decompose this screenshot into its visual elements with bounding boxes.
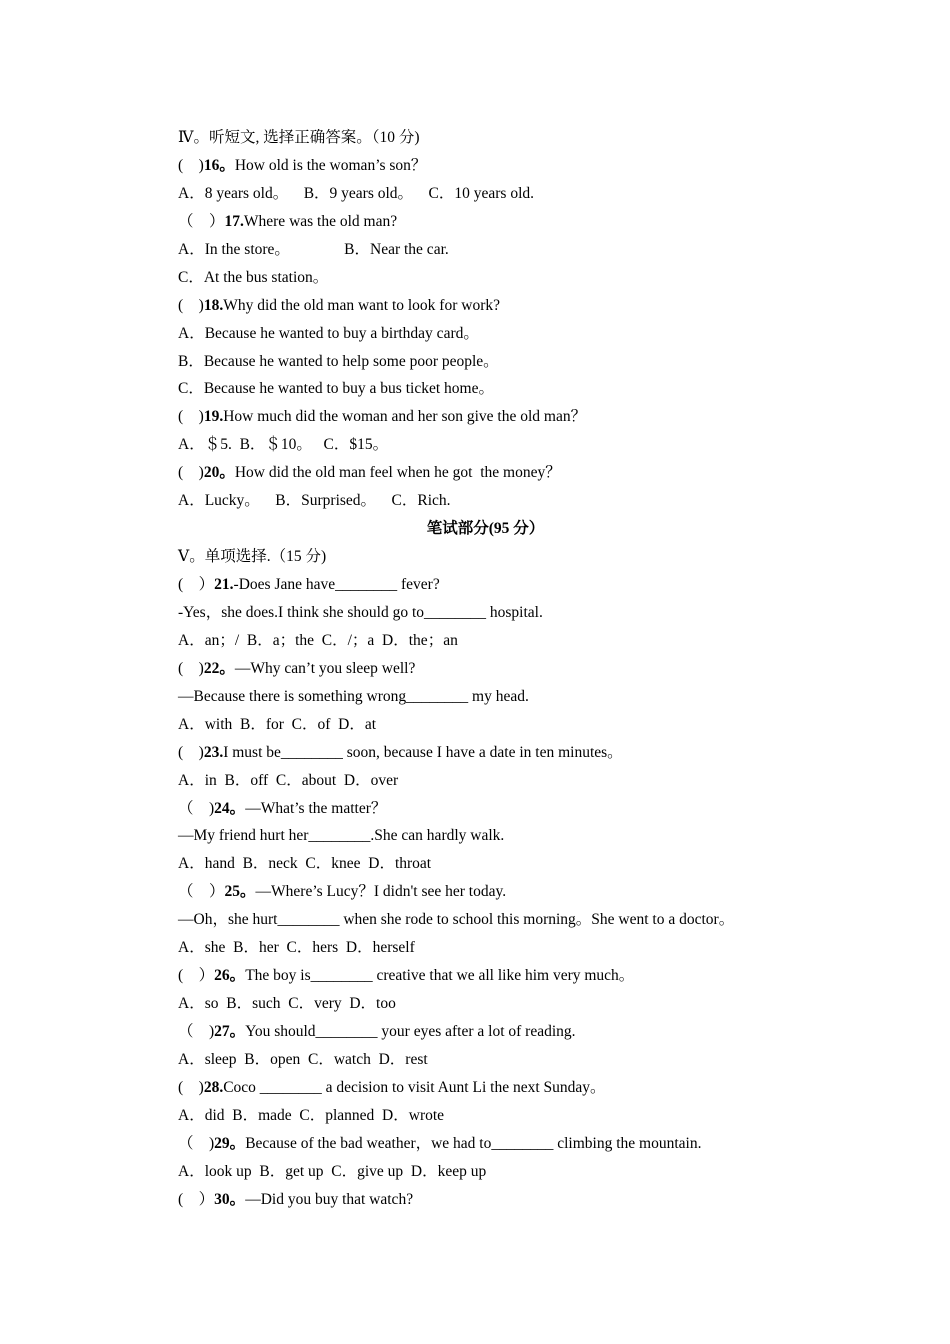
answer-bracket: （ ） [178, 212, 225, 230]
line-text: A．she B．her C．hers D．herself [178, 939, 415, 957]
line-text: A．an；/ B．a；the C．/；a D．the；an [178, 631, 458, 649]
question-line [178, 962, 818, 990]
text-line [178, 320, 818, 348]
text-line [178, 431, 818, 459]
line-text: —Oh，she hurt________ when she rode to school this morning。She went to a doctor。 [178, 911, 735, 929]
answer-bracket: （ ) [178, 1023, 215, 1040]
question-line [178, 655, 818, 683]
answer-bracket: ( ) [178, 408, 204, 426]
text-line [178, 850, 818, 878]
question-number: 25。 [224, 883, 256, 901]
question-number: 28. [203, 1078, 224, 1096]
line-text: A．with B．for C．of D．at [178, 715, 377, 733]
question-line [178, 1074, 818, 1102]
question-line [178, 739, 818, 767]
answer-bracket: ( ) [178, 296, 204, 314]
line-text: A．did B．made C．planned D．wrote [178, 1106, 445, 1124]
answer-bracket: （ ) [178, 1134, 215, 1152]
question-line [178, 571, 818, 599]
question-line [178, 1018, 818, 1046]
question-line [178, 152, 818, 180]
answer-bracket: ( ) [178, 659, 204, 677]
text-line [178, 264, 818, 292]
text-line [178, 180, 818, 208]
text-line [178, 990, 818, 1018]
line-text: A．look up B．get up C．give up D．keep up [178, 1162, 487, 1180]
line-text: —My friend hurt her________.She can hardly walk. [178, 827, 505, 845]
question-line [178, 1130, 818, 1158]
text-line [178, 1158, 818, 1186]
question-line [178, 1186, 818, 1214]
text-line [178, 683, 818, 711]
line-text: The boy is________ creative that we all like him very much。 [245, 967, 635, 985]
text-line [178, 934, 818, 962]
line-text: A．hand B．neck C．knee D．throat [178, 855, 432, 873]
line-text: —Where’s Lucy？I didn't see her today. [255, 883, 507, 901]
question-number: 30。 [214, 1190, 246, 1208]
line-text: —Why can’t you sleep well? [234, 659, 416, 677]
line-text: How did the old man feel when he got the money？ [234, 464, 561, 482]
line-text: A．Because he wanted to buy a birthday card。 [178, 324, 479, 342]
question-number: 20。 [203, 464, 235, 482]
text-line [178, 1102, 818, 1130]
question-number: 18. [203, 296, 224, 314]
answer-bracket: ( ) [178, 743, 204, 761]
line-text: A．＄5. B．＄10。 C．$15。 [178, 436, 389, 454]
question-number: 23. [203, 743, 224, 761]
line-text: —Did you buy that watch? [245, 1190, 414, 1208]
line-text: —What’s the matter？ [245, 799, 387, 817]
text-line [178, 711, 818, 739]
question-number: 17. [224, 212, 244, 230]
text-line [178, 767, 818, 795]
answer-bracket: ( ） [178, 967, 215, 985]
line-text: —Because there is something wrong________ my head. [178, 687, 529, 705]
text-line [178, 1046, 818, 1074]
answer-bracket: ( ) [178, 464, 204, 482]
text-line [178, 375, 818, 403]
question-number: 19. [203, 408, 224, 426]
line-text: A．8 years old。 B．9 years old。 C．10 years old. [178, 184, 535, 202]
section-heading: 笔试部分(95 分） [426, 520, 545, 538]
line-text: A．so B．such C．very D．too [178, 995, 396, 1013]
question-line [178, 403, 818, 431]
line-text: A．sleep B．open C．watch D．rest [178, 1050, 428, 1068]
question-line [178, 795, 818, 823]
line-text: C．Because he wanted to buy a bus ticket home。 [178, 380, 494, 398]
question-line [178, 878, 818, 906]
answer-bracket: （ ） [178, 883, 225, 901]
text-line [178, 236, 818, 264]
line-text: -Yes，she does.I think she should go to________ hospital. [178, 603, 543, 621]
question-number: 29。 [214, 1134, 246, 1152]
answer-bracket: ( ) [178, 1078, 204, 1096]
question-number: 27。 [214, 1023, 246, 1040]
line-text: A．in B．off C．about D．over [178, 771, 399, 789]
line-text: You should________ your eyes after a lot of reading. [245, 1023, 576, 1040]
line-text: Where was the old man? [243, 212, 398, 230]
question-number: 26。 [214, 967, 246, 985]
question-line [178, 292, 818, 320]
line-text: B．Because he wanted to help some poor people。 [178, 352, 499, 370]
text-line [178, 487, 818, 515]
answer-bracket: ( ） [178, 1190, 215, 1208]
line-text: How old is the woman’s son？ [234, 156, 427, 174]
question-line [178, 208, 818, 236]
question-number: 16。 [203, 156, 235, 174]
line-text: A．In the store。 B．Near the car. [178, 240, 449, 258]
text-line [178, 599, 818, 627]
line-text: Ⅳ。听短文, 选择正确答案。（10 分) [178, 129, 420, 146]
answer-bracket: ( ) [178, 156, 204, 174]
text-line [178, 627, 818, 655]
line-text: Because of the bad weather，we had to________ climbing the mountain. [245, 1134, 702, 1152]
question-number: 24。 [214, 799, 246, 817]
line-text: Ⅴ。单项选择.（15 分) [178, 548, 327, 566]
answer-bracket: （ ) [178, 799, 215, 817]
text-line [178, 543, 818, 571]
text-line [178, 906, 818, 934]
line-text: Coco ________ a decision to visit Aunt Li the next Sunday。 [223, 1078, 606, 1096]
line-text: A．Lucky。 B．Surprised。 C．Rich. [178, 492, 451, 510]
question-line [178, 459, 818, 487]
answer-bracket: ( ） [178, 576, 215, 593]
line-text: C．At the bus station。 [178, 268, 329, 286]
exam-page [178, 124, 818, 1214]
line-text: Why did the old man want to look for work? [223, 296, 500, 314]
text-line [178, 348, 818, 376]
question-number: 22。 [203, 659, 235, 677]
question-number: 21. [214, 576, 234, 593]
line-text: How much did the woman and her son give the old man？ [223, 408, 587, 426]
text-line [178, 124, 818, 152]
text-line [178, 822, 818, 850]
line-text: I must be________ soon, because I have a date in ten minutes。 [223, 743, 623, 761]
line-text: -Does Jane have________ fever? [233, 576, 440, 593]
